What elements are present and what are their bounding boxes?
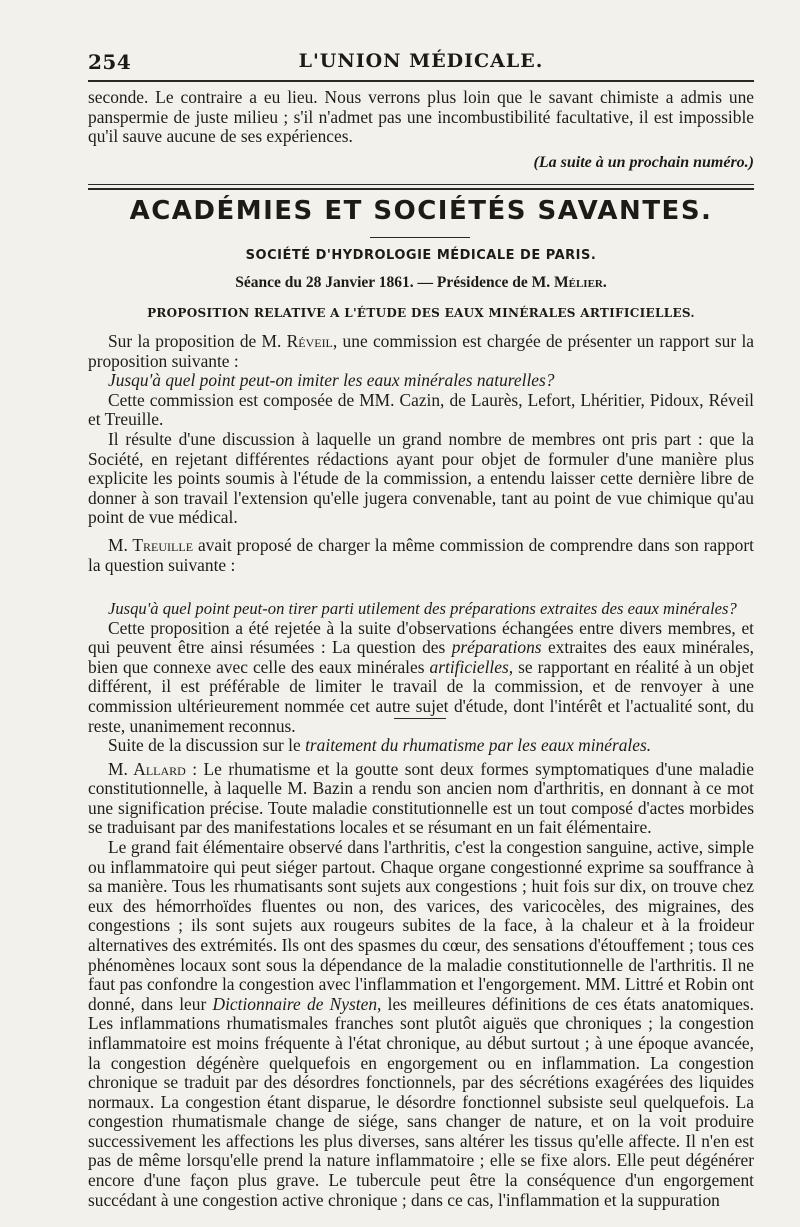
paragraph [88, 332, 754, 371]
text-span: se rapportant en réalité à un objet différent, il est préférable de limiter le travail de la commission, et de renvoyer à une commission ultérieurement nommée cet autre sujet d'étude, dont l'intérêt et l'actualité sont, du reste, unanimement reconnus. [88, 656, 755, 736]
person-name: M. Allard [108, 758, 186, 779]
header-rule [88, 80, 754, 82]
suite-note: (La suite à un prochain numéro.) [533, 154, 754, 171]
page-number: 254 [88, 50, 132, 74]
journal-title: L'UNION MÉDICALE. [298, 50, 544, 72]
paragraph [88, 736, 754, 756]
title-underline [370, 237, 470, 238]
text-span: Cette proposition a été rejetée à la suite d'observations échangées entre divers membres, et qui peuvent être ainsi résumées : La question des [88, 617, 754, 658]
person-name: Réveil [286, 331, 333, 351]
paragraph-italic [88, 599, 754, 619]
discussion-block [88, 736, 754, 1210]
proposition-heading: PROPOSITION RELATIVE A L'ÉTUDE DES EAUX MINÉRALES ARTIFICIELLES. [147, 306, 695, 320]
paragraph [88, 838, 754, 1210]
proposition-block [88, 332, 754, 575]
italic-term: préparations [451, 637, 542, 658]
continuation-text: seconde. Le contraire a eu lieu. Nous verrons plus loin que le savant chimiste a admis une panspermie de juste milieu ; s'il n'admet pas une incombustibilité facultative, il est impossible qu'il sauve aucune de ses expériences. [88, 87, 754, 147]
paragraph: Cette commission est composée de MM. Cazin, de Laurès, Lefort, Lhéritier, Pidoux, Réveil et Treuille. [88, 389, 754, 430]
society-name: SOCIÉTÉ D'HYDROLOGIE MÉDICALE DE PARIS. [245, 248, 597, 263]
paragraph [88, 760, 754, 838]
text-span: extraites des eaux minérales, bien que connexe avec celle des eaux minérales [88, 637, 754, 677]
text-span: Suite de la discussion sur le [108, 735, 306, 755]
text-span: : Le rhumatisme et la goutte sont deux formes symptomatiques d'une maladie constitutionnelle, à laquelle M. Bazin a rendu son ancien nom d'arthritis, en donnant à ce mot une signification précise. Toute maladie constitutionnelle est un tout composé d'actes morbides se traduisant par des manifestations locales et se résumant en un fait élémentaire. [88, 758, 754, 838]
text-span: avait proposé de charger la même commission de comprendre dans son rapport la question suivante : [88, 534, 754, 575]
section-title: ACADÉMIES ET SOCIÉTÉS SAVANTES. [129, 196, 713, 226]
person-name: M. Treuille [108, 534, 194, 555]
text-span: les meilleures définitions de ces états anatomiques. Les inflammations rhumatismales franches sont plutôt aiguës que chroniques ; la congestion inflammatoire est moins fréquente à l'état chronique, au début surtout ; à une époque avancée, la congestion dégénère quelquefois en engorgement ou en inflammation. La congestion chronique se traduit par des désordres fonctionnels, par des sécrétions exagérées des liquides normaux. La congestion étant disparue, le désordre fonctionnel subsiste seul quelquefois. La congestion rhumatismale change de siége, sans changer de nature, et on la voit produire successivement les affections les plus diverses, sans altérer les tissus qu'elle affecte. Il n'en est pas de même lorsqu'elle prend la nature inflammatoire ; elle se fixe alors. Elle peut dégénérer encore d'une façon plus grave. Le tubercule peut être la conséquence d'un engorgement succédant à une congestion active chronique ; dans ce cas, l'inflammation et la suppuration [88, 993, 754, 1210]
paragraph-italic [88, 371, 754, 391]
italic-term: artificielles, [429, 656, 514, 677]
italic-question: Jusqu'à quel point peut-on tirer parti utilement des préparations extraites des eaux minérales? [108, 599, 737, 618]
mid-divider [394, 718, 446, 719]
session-line [88, 274, 754, 292]
paragraph [88, 536, 754, 575]
text-span: Le grand fait élémentaire observé dans l'arthritis, c'est la congestion sanguine, active, simple ou inflammatoire qui peut siéger partout. Chaque organe congestionné exprime sa souffrance à sa manière. Tous les rhumatisants sont sujets aux congestions ; huit fois sur dix, on trouve chez eux des hémorrhoïdes fluentes ou non, des varices, des varicocèles, des migraines, des congestions ; ils sont sujets aux rougeurs subites de la face, à la chaleur et à la froideur alternatives des extrémités. Ils ont des spasmes du cœur, des sensations d'étouffement ; tous ces phénomènes locaux sont sous la dépendance de la maladie constitutionnelle de l'arthritis. Il ne faut pas confondre la congestion avec l'inflammation et l'engorgement. MM. Littré et Robin ont donné, dans leur [88, 836, 754, 1014]
text-span: Sur la proposition de M. [108, 331, 287, 351]
session-president: Mélier. [553, 274, 607, 291]
rejected-proposition-block [88, 599, 754, 736]
section-divider [88, 184, 754, 190]
italic-topic: traitement du rhumatisme par les eaux minérales. [305, 735, 652, 755]
paragraph: Il résulte d'une discussion à laquelle un grand nombre de membres ont pris part : que la Société, en rejetant différentes rédactions ayant pour objet de formuler d'une manière plus explicite les points soumis à l'étude de la commission, a entendu laisser cette dernière libre de donner à son travail l'extension qu'elle jugera convenable, tant au point de vue chimique qu'au point de vue médical. [88, 428, 754, 528]
session-text: Séance du 28 Janvier 1861. — Présidence de M. [235, 274, 554, 291]
italic-title: Dictionnaire de Nysten, [212, 993, 382, 1014]
text-span: , une commission est chargée de présenter un rapport sur la proposition suivante : [88, 331, 754, 371]
running-header [88, 46, 754, 74]
continuation-paragraph [88, 88, 754, 147]
italic-question: Jusqu'à quel point peut-on imiter les eaux minérales naturelles? [108, 370, 555, 391]
